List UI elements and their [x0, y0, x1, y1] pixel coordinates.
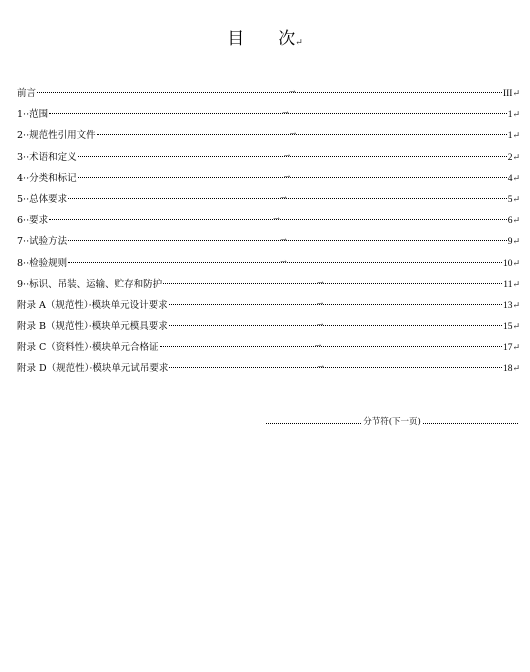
tab-arrow-icon: →	[282, 108, 289, 118]
toc-entry-page: 2	[507, 152, 513, 163]
tab-arrow-icon: →	[314, 341, 322, 351]
toc-entry[interactable]	[17, 337, 520, 358]
toc-entry[interactable]	[17, 231, 520, 252]
toc-entry-page: 4	[507, 173, 513, 184]
dot-leader	[160, 341, 502, 351]
tab-arrow-icon: →	[317, 277, 324, 287]
toc-entry-label[interactable]: 附录 D（规范性）·模块单元试吊要求	[17, 363, 169, 375]
paragraph-mark-icon: ↵	[512, 216, 520, 227]
paragraph-mark-icon: ↵	[512, 322, 520, 333]
paragraph-mark-icon: ↵	[512, 300, 520, 311]
paragraph-mark-icon: ↵	[512, 131, 520, 142]
tab-arrow-icon: →	[289, 87, 296, 96]
toc-entry-label[interactable]: 5··总体要求	[17, 193, 68, 205]
toc-entry[interactable]	[17, 125, 520, 146]
toc-entry-page: 1	[507, 131, 513, 142]
paragraph-mark-icon: ↵	[512, 152, 520, 163]
toc-entry-page: 9	[507, 237, 513, 248]
toc-list	[17, 83, 520, 380]
paragraph-mark-icon: ↵	[512, 279, 520, 290]
toc-entry-label[interactable]: 7··试验方法	[17, 236, 68, 248]
dot-leader	[68, 192, 507, 202]
toc-entry[interactable]	[17, 295, 520, 316]
toc-entry-page: 18	[502, 364, 513, 375]
dot-leader	[169, 320, 502, 330]
toc-entry-page: III	[502, 89, 513, 99]
toc-entry-label[interactable]: 前言	[17, 88, 37, 99]
toc-entry[interactable]	[17, 253, 520, 274]
toc-entry-label[interactable]: 附录 C（资料性）·模块单元合格证	[17, 342, 159, 354]
paragraph-mark-icon: ↵	[512, 237, 520, 248]
toc-entry-page: 13	[502, 300, 513, 311]
section-break-label: 分节符(下一页)	[363, 417, 421, 427]
dot-leader	[37, 87, 502, 96]
tab-arrow-icon: →	[280, 256, 287, 266]
paragraph-mark-icon: ↵	[512, 110, 520, 121]
tab-arrow-icon: →	[273, 214, 280, 224]
dot-leader	[163, 277, 502, 287]
toc-entry-page: 10	[502, 258, 513, 269]
dot-leader	[169, 298, 502, 308]
paragraph-mark-icon: ↵	[512, 258, 520, 269]
toc-entry-label[interactable]: 6··要求	[17, 215, 49, 227]
toc-title	[0, 24, 530, 49]
toc-entry[interactable]	[17, 83, 520, 104]
toc-entry-label[interactable]: 1··范围	[17, 109, 49, 121]
tab-arrow-icon: →	[316, 298, 324, 308]
paragraph-mark-icon: ↵	[512, 364, 520, 375]
toc-entry[interactable]	[17, 316, 520, 337]
toc-entry-page: 17	[502, 343, 513, 354]
tab-arrow-icon: →	[317, 362, 325, 372]
paragraph-mark-icon: ↵	[295, 38, 303, 48]
dot-leader	[97, 129, 507, 139]
toc-entry[interactable]	[17, 168, 520, 189]
dot-leader	[68, 256, 502, 266]
dot-leader	[169, 362, 502, 372]
toc-title-left: 目	[227, 29, 245, 49]
toc-title-right: 次	[278, 29, 296, 49]
toc-entry-page: 5	[507, 194, 513, 205]
toc-entry-page: 15	[502, 322, 513, 333]
toc-entry-label[interactable]: 9··标识、吊装、运输、贮存和防护	[17, 278, 163, 290]
toc-entry[interactable]	[17, 189, 520, 210]
toc-entry[interactable]	[17, 274, 520, 295]
section-break-leader	[423, 423, 518, 424]
dot-leader	[78, 150, 507, 160]
toc-entry[interactable]	[17, 358, 520, 379]
tab-arrow-icon: →	[283, 150, 291, 160]
toc-entry-label[interactable]: 8··检验规则	[17, 257, 68, 269]
toc-entry-label[interactable]: 4··分类和标记	[17, 172, 77, 184]
toc-entry[interactable]	[17, 210, 520, 231]
toc-entry-label[interactable]: 附录 A（规范性）·模块单元设计要求	[17, 299, 168, 311]
tab-arrow-icon: →	[316, 320, 324, 330]
toc-entry-label[interactable]: 2··规范性引用文件	[17, 130, 96, 142]
tab-arrow-icon: →	[289, 129, 297, 139]
toc-entry[interactable]	[17, 147, 520, 168]
toc-entry-page: 6	[507, 216, 513, 227]
paragraph-mark-icon: ↵	[512, 173, 520, 184]
dot-leader	[49, 108, 507, 118]
section-break-leader	[266, 423, 361, 424]
tab-arrow-icon: →	[280, 235, 287, 245]
toc-entry-page: 11	[503, 279, 513, 290]
paragraph-mark-icon: ↵	[512, 343, 520, 354]
toc-entry-label[interactable]: 附录 B（规范性）·模块单元模具要求	[17, 321, 168, 333]
toc-entry-page: 1	[507, 110, 513, 121]
dot-leader	[68, 235, 507, 245]
paragraph-mark-icon: ↵	[512, 194, 520, 205]
dot-leader	[49, 214, 507, 224]
toc-entry[interactable]	[17, 104, 520, 125]
tab-arrow-icon: →	[280, 192, 287, 202]
dot-leader	[78, 171, 507, 181]
tab-arrow-icon: →	[283, 171, 291, 181]
section-break	[266, 414, 518, 428]
toc-entry-label[interactable]: 3··术语和定义	[17, 151, 77, 163]
paragraph-mark-icon: ↵	[512, 89, 520, 99]
